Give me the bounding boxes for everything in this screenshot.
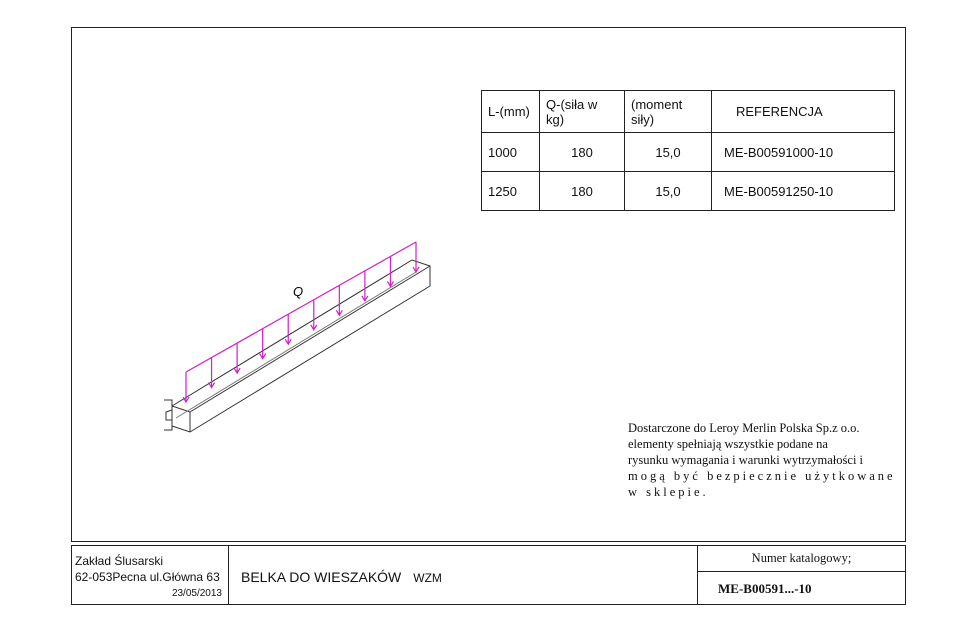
cell-reference: ME-B00591000-10	[712, 133, 895, 172]
drawing-date: 23/05/2013	[171, 588, 222, 599]
note-line: w sklepie.	[628, 485, 709, 499]
cell-length: 1000	[482, 133, 540, 172]
catalog-label: Numer katalogowy;	[751, 551, 852, 565]
catalog-cell	[698, 546, 905, 604]
title-cell	[229, 546, 698, 604]
header-load: Q-(siła w kg)	[540, 91, 625, 133]
reference-table	[481, 90, 895, 211]
cell-load: 180	[540, 133, 625, 172]
load-arrow	[183, 372, 189, 402]
cell-reference: ME-B00591250-10	[712, 172, 895, 211]
cell-length: 1250	[482, 172, 540, 211]
load-line	[186, 242, 416, 372]
beam-hook	[164, 400, 172, 430]
load-arrow	[234, 343, 240, 373]
load-arrow	[260, 329, 266, 359]
cell-moment: 15,0	[625, 133, 712, 172]
drawing-title	[241, 569, 442, 585]
title-block	[71, 545, 906, 605]
load-arrow	[311, 300, 317, 330]
note-line: rysunku wymagania i warunki wytrzymałości i	[628, 453, 864, 467]
table-header-row	[482, 91, 895, 133]
company-name: Zakład Ślusarski	[75, 554, 164, 568]
load-arrow	[413, 242, 419, 272]
load-arrow	[285, 314, 291, 344]
note-line: elementy spełniają wszystkie podane na	[628, 437, 828, 451]
cell-load: 180	[540, 172, 625, 211]
header-moment: (moment siły)	[625, 91, 712, 133]
beam-drawing	[150, 230, 450, 460]
catalog-divider	[698, 571, 905, 572]
header-length: L-(mm)	[482, 91, 540, 133]
header-reference: REFERENCJA	[712, 91, 895, 133]
load-arrow	[209, 358, 215, 388]
table-row	[482, 172, 895, 211]
cell-moment: 15,0	[625, 172, 712, 211]
title-text: BELKA DO WIESZAKÓW	[241, 569, 402, 585]
certification-note	[628, 420, 898, 500]
company-address: 62-053Pecna ul.Główna 63	[75, 570, 220, 584]
note-line: Dostarczone do Leroy Merlin Polska Sp.z o.o.	[628, 421, 860, 435]
table-row	[482, 133, 895, 172]
title-suffix: WZM	[413, 571, 442, 585]
load-arrow	[336, 285, 342, 315]
company-cell	[72, 546, 229, 604]
note-line: mogą być bezpiecznie użytkowane	[628, 469, 896, 483]
catalog-number: ME-B00591...-10	[718, 581, 812, 596]
load-label: Q	[293, 284, 304, 299]
load-arrow	[362, 271, 368, 301]
